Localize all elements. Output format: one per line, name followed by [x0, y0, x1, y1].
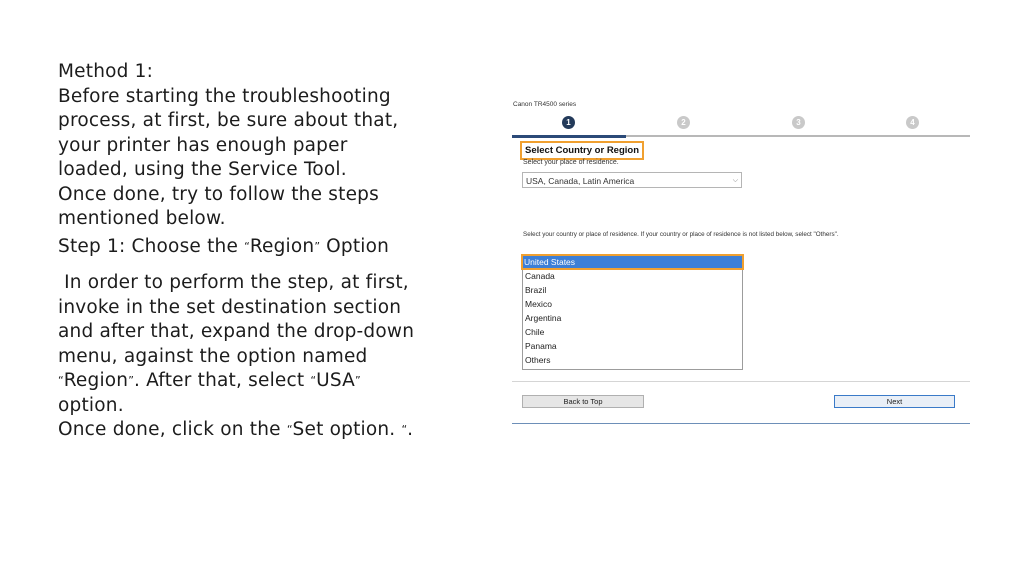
quote-3: “	[310, 374, 317, 387]
region-word: Region	[63, 370, 129, 391]
step-suffix: Option	[320, 235, 390, 257]
intro-line-3: your printer has enough paper	[58, 134, 348, 156]
quote-1: “	[58, 374, 64, 387]
step-2-indicator: 2	[677, 116, 690, 129]
instruction-line-6: option.	[58, 394, 124, 416]
instruction-line-2: invoke in the set destination section	[58, 296, 402, 318]
country-option-argentina[interactable]: Argentina	[525, 313, 562, 323]
country-instruction: Select your country or place of residence. If your country or place of residence is not listed below, select "Others".	[523, 231, 839, 238]
instruction-line-4: menu, against the option named	[58, 345, 368, 367]
step-4-indicator: 4	[906, 116, 919, 129]
quote-4: ”	[355, 374, 361, 387]
step-3-indicator: 3	[792, 116, 805, 129]
country-option-united-states[interactable]: United States	[522, 255, 743, 269]
slide-text-block	[58, 60, 478, 443]
region-dropdown[interactable]	[522, 172, 742, 188]
instruction-line-5-rest: . After that, select	[133, 370, 311, 391]
step-prefix: Step 1: Choose the	[58, 235, 245, 257]
method-label: Method 1:	[58, 61, 154, 82]
installer-screenshot	[512, 97, 970, 424]
step-indicator	[512, 114, 970, 134]
region-dropdown-value: USA, Canada, Latin America	[526, 176, 635, 186]
select-country-heading: Select Country or Region	[520, 141, 644, 160]
country-option-chile[interactable]: Chile	[525, 327, 545, 337]
instruction-line-1: In order to perform the step, at first,	[58, 272, 409, 293]
country-listbox[interactable]	[522, 254, 743, 370]
quote-2: ”	[128, 374, 134, 387]
chevron-down-icon[interactable]: ⌵	[732, 177, 738, 184]
final-prefix: Once done, click on the	[58, 419, 287, 440]
intro-line-1: Before starting the troubleshooting	[58, 85, 391, 107]
country-option-panama[interactable]: Panama	[525, 341, 557, 351]
open-quote: “	[244, 239, 250, 253]
back-to-top-button[interactable]: Back to Top	[522, 395, 644, 408]
instruction-line-5	[58, 369, 478, 394]
footer-divider	[512, 381, 970, 382]
instruction-line-3: and after that, expand the drop-down	[58, 321, 415, 342]
select-residence-subheading: Select your place of residence.	[523, 159, 619, 166]
final-suffix: .	[407, 419, 414, 440]
final-quote-2: “	[401, 423, 408, 436]
next-button[interactable]: Next	[834, 395, 955, 408]
step-progress-active	[512, 135, 626, 138]
intro-line-5: Once done, try to follow the steps	[58, 183, 379, 205]
country-option-canada[interactable]: Canada	[525, 271, 555, 281]
final-quote-1: “	[286, 423, 293, 436]
window-title: Canon TR4500 series	[513, 101, 577, 108]
step-region-word: Region	[249, 235, 315, 257]
country-option-brazil[interactable]: Brazil	[525, 285, 547, 295]
step-heading	[58, 235, 478, 260]
close-quote: ”	[314, 239, 321, 253]
final-word: Set option.	[292, 419, 402, 440]
intro-line-4: loaded, using the Service Tool.	[58, 159, 347, 180]
intro-line-6: mentioned below.	[58, 208, 226, 229]
intro-line-2: process, at first, be sure about that,	[58, 110, 399, 131]
step-1-indicator: 1	[562, 116, 575, 129]
usa-word: USA	[316, 370, 355, 391]
final-line	[58, 418, 478, 443]
country-option-others[interactable]: Others	[525, 355, 551, 365]
country-option-mexico[interactable]: Mexico	[525, 299, 552, 309]
